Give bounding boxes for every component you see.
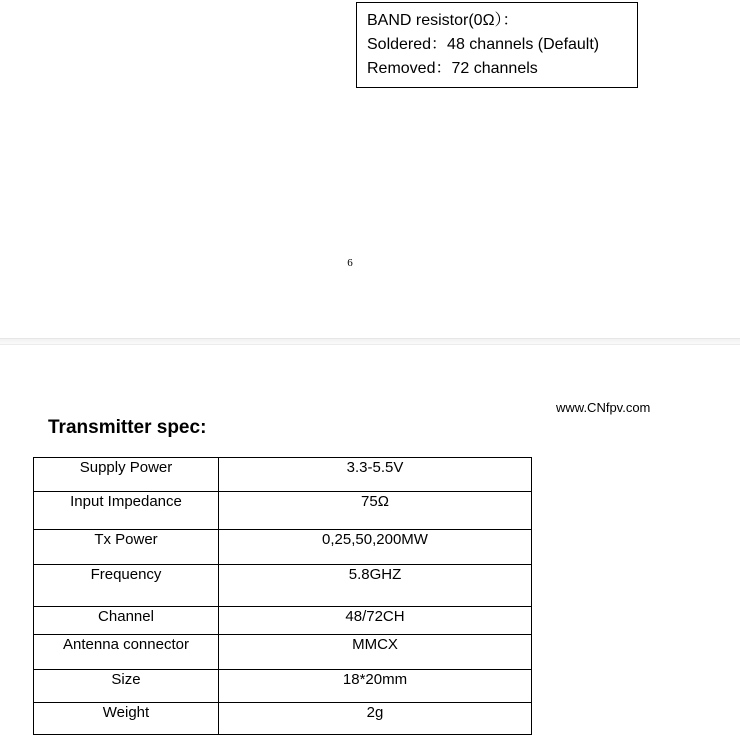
spec-label: Tx Power [34, 530, 219, 565]
table-row [34, 458, 532, 492]
spec-label: Input Impedance [34, 492, 219, 530]
spec-value: 3.3-5.5V [219, 458, 532, 492]
table-row [34, 492, 532, 530]
section-title: Transmitter spec: [48, 417, 207, 438]
spec-label: Weight [34, 703, 219, 735]
table-row [34, 670, 532, 703]
spec-value: 2g [219, 703, 532, 735]
spec-value: MMCX [219, 635, 532, 670]
website-url: www.CNfpv.com [556, 400, 651, 415]
spec-label: Supply Power [34, 458, 219, 492]
spec-value: 18*20mm [219, 670, 532, 703]
table-row [34, 703, 532, 735]
spec-value: 75Ω [219, 492, 532, 530]
transmitter-spec-table [33, 457, 532, 735]
spec-value: 0,25,50,200MW [219, 530, 532, 565]
spec-label: Channel [34, 607, 219, 635]
table-row [34, 635, 532, 670]
spec-label: Antenna connector [34, 635, 219, 670]
table-row [34, 565, 532, 607]
note-line-removed: Removed：72 channels [367, 60, 538, 77]
spec-value: 5.8GHZ [219, 565, 532, 607]
band-resistor-note [356, 2, 638, 88]
table-row [34, 607, 532, 635]
spec-value: 48/72CH [219, 607, 532, 635]
page-break-divider [0, 338, 740, 345]
table-row [34, 530, 532, 565]
note-line-soldered: Soldered：48 channels (Default) [367, 36, 600, 53]
spec-label: Frequency [34, 565, 219, 607]
note-line-band-resistor: BAND resistor(0Ω）： [367, 12, 519, 29]
page-number: 6 [347, 257, 353, 269]
spec-label: Size [34, 670, 219, 703]
